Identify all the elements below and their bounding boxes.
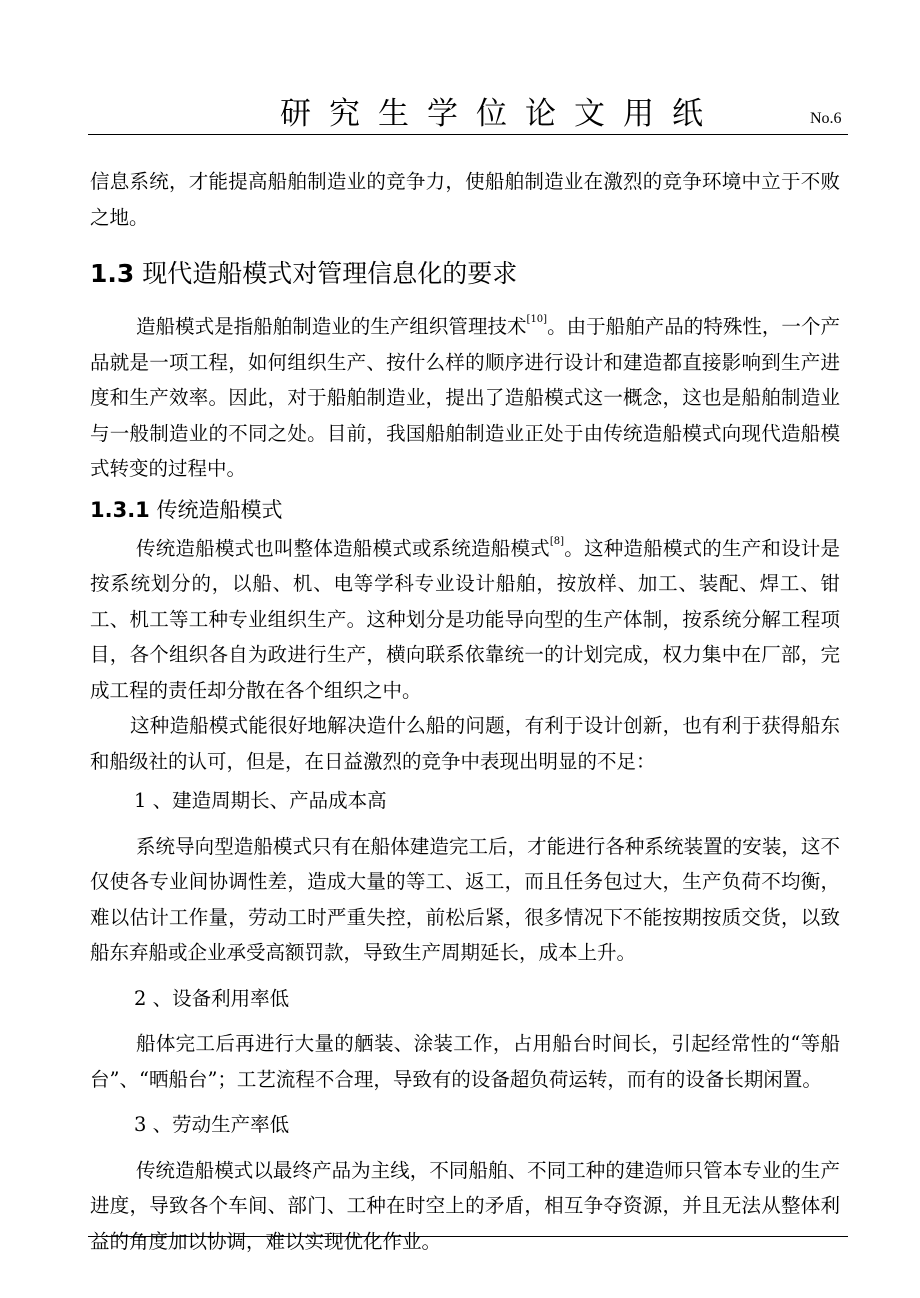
section-heading-1-3 <box>90 256 840 292</box>
paragraph-text: 。由于船舶产品的特殊性，一个产品就是一项工程，如何组织生产、按什么样的顺序进行设计和建造都直接影响到生产进度和生产效率。因此，对于船舶制造业，提出了造船模式这一概念，这也是船舶制造业与一般制造业的不同之处。目前，我国船舶制造业正处于由传统造船模式向现代造船模式转变的过程中。 <box>90 315 840 480</box>
footer-rule <box>88 1236 848 1237</box>
list-item-2: 2 、设备利用率低 <box>134 986 290 1010</box>
section-title: 现代造船模式对管理信息化的要求 <box>134 259 518 288</box>
paragraph-shortcomings: 这种造船模式能很好地解决造什么船的问题，有利于设计创新，也有利于获得船东和船级社的认可，但是，在日益激烈的竞争中表现出明显的不足： <box>90 714 840 773</box>
citation-ref: [10] <box>526 314 548 325</box>
paragraph-text: 造船模式是指船舶制造业的生产组织管理技术 <box>136 315 527 338</box>
paragraph-item-1: 系统导向型造船模式只有在船体建造完工后，才能进行各种系统装置的安装，这不仅使各专业间协调性差，造成大量的等工、返工，而且任务包过大，生产负荷不均衡，难以估计工作量，劳动工时严重失控，前松后紧，很多情况下不能按期按质交货，以致船东弃船或企业承受高额罚款，导致生产周期延长，成本上升。 <box>90 834 840 964</box>
page-number: No.6 <box>810 110 842 127</box>
subsection-number: 1.3.1 <box>90 497 150 522</box>
paragraph-shipbuilding-mode <box>90 309 840 487</box>
paragraph-traditional-mode <box>90 531 840 709</box>
list-item-3: 3 、劳动生产率低 <box>134 1113 290 1136</box>
header-rule <box>88 134 848 135</box>
paragraph-continued: 信息系统，才能提高船舶制造业的竞争力，使船舶制造业在激烈的竞争环境中立于不败之地。 <box>90 170 840 229</box>
header-title: 研究生学位论文用纸 <box>280 96 721 132</box>
paragraph-text: 。这种造船模式的生产和设计是按系统划分的，以船、机、电等学科专业设计船舶，按放样、加工、装配、焊工、钳工、机工等工种专业组织生产。这种划分是功能导向型的生产体制，按系统分解工程项目，各个组织各自为政进行生产，横向联系依靠统一的计划完成，权力集中在厂部，完成工程的责任却分散在各个组织之中。 <box>90 536 840 702</box>
citation-ref: [8] <box>549 535 565 547</box>
paragraph-text: 传统造船模式也叫整体造船模式或系统造船模式 <box>136 536 550 560</box>
subsection-heading-1-3-1 <box>90 493 840 527</box>
section-number: 1.3 <box>90 259 135 288</box>
page-body <box>90 164 840 1259</box>
paragraph-item-2: 船体完工后再进行大量的舾装、涂装工作，占用船台时间长，引起经常性的“等船台”、“晒船台”；工艺流程不合理，导致有的设备超负荷运转，而有的设备长期闲置。 <box>90 1032 840 1091</box>
subsection-title: 传统造船模式 <box>149 497 283 522</box>
paragraph-item-3: 传统造船模式以最终产品为主线，不同船舶、不同工种的建造师只管本专业的生产进度，导致各个车间、部门、工种在时空上的矛盾，相互争夺资源，并且无法从整体利益的角度加以协调，难以实现优化作业。 <box>90 1158 840 1253</box>
list-item-1: 1 、建造周期长、产品成本高 <box>134 789 387 812</box>
